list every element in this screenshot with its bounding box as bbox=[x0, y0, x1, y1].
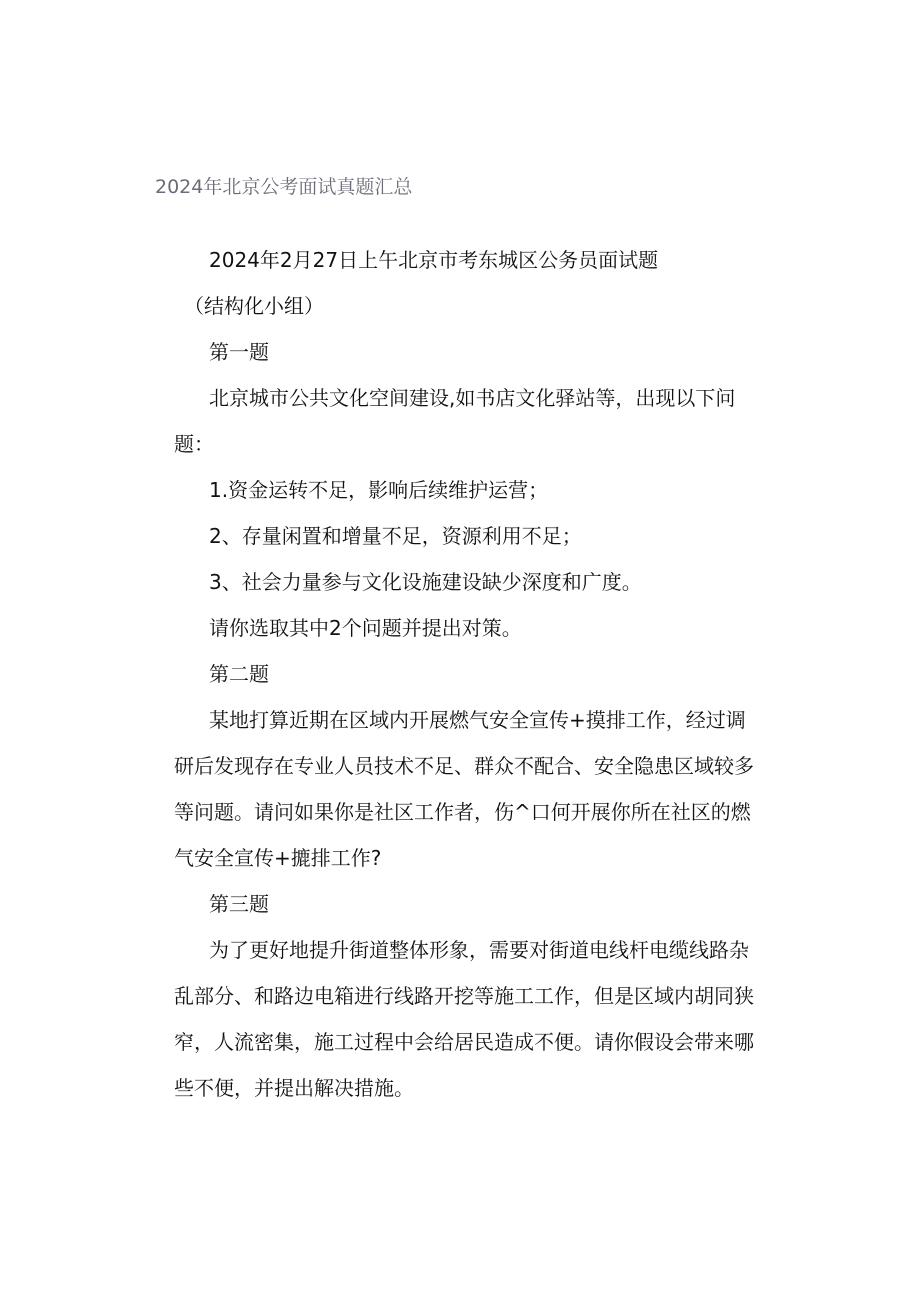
question-1-heading: 第一题 bbox=[209, 340, 269, 364]
question-1-task: 请你选取其中2个问题并提出对策。 bbox=[209, 616, 522, 640]
exam-heading: 2024年2月27日上午北京市考东城区公务员面试题 bbox=[209, 248, 659, 272]
question-2-heading: 第二题 bbox=[209, 662, 269, 686]
question-3-heading: 第三题 bbox=[209, 892, 269, 916]
question-1-item: 3、社会力量参与文化设施建设缺少深度和广度。 bbox=[209, 570, 642, 594]
exam-type: （结构化小组） bbox=[184, 294, 324, 318]
document-title: 2024年北京公考面试真题汇总 bbox=[155, 176, 413, 198]
question-3-paragraph: 为了更好地提升街道整体形象，需要对街道电线杆电缆线路杂乱部分、和路边电箱进行线路开挖等施工工作，但是区域内胡同狭窄，人流密集，施工过程中会给居民造成不便。请你假设会带来哪些不便，并提出解决措施。 bbox=[174, 938, 754, 1100]
question-1-item: 2、存量闲置和增量不足，资源利用不足； bbox=[209, 524, 582, 548]
question-1-item: 1.资金运转不足，影响后续维护运营； bbox=[209, 478, 549, 502]
question-2-paragraph: 某地打算近期在区域内开展燃气安全宣传+摸排工作，经过调研后发现存在专业人员技术不足、群众不配合、安全隐患区域较多等问题。请问如果你是社区工作者，伤^口何开展你所在社区的燃气安全宣传+摝排工作? bbox=[174, 708, 754, 870]
document-body bbox=[174, 237, 754, 1111]
question-1-paragraph: 北京城市公共文化空间建设,如书店文化驿站等，出现以下问题： bbox=[174, 386, 736, 456]
